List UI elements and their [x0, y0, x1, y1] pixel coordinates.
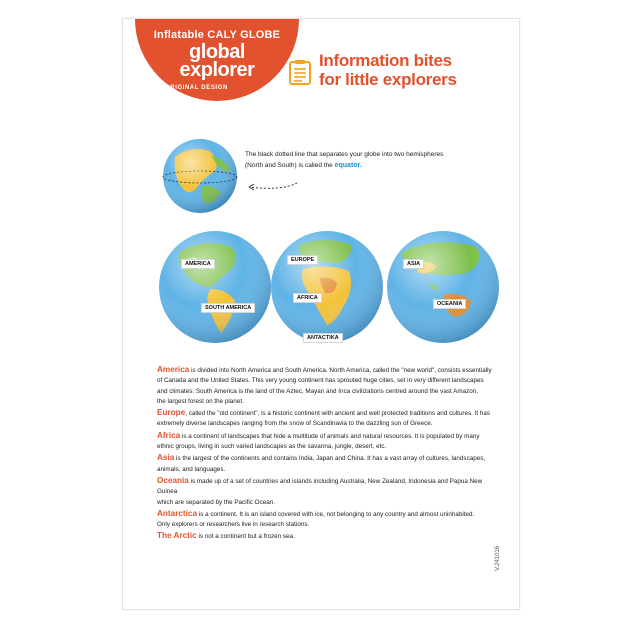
globe-europe-africa — [269, 229, 385, 345]
badge-subtitle: ORIGINAL DESIGN — [165, 85, 228, 91]
paragraph-africa — [157, 431, 497, 453]
paragraph-text: is a continent of landscapes that hide a multitude of animals and natural resources. It is populated by many — [180, 432, 480, 440]
paragraph-text: animals, and languages. — [157, 465, 226, 473]
paragraph-antarctica — [157, 509, 497, 531]
equator-keyword: equator. — [334, 162, 362, 169]
paragraph-text: the largest forest on the planet. — [157, 397, 244, 405]
version-code: V.241016 — [495, 545, 501, 571]
paragraph-line — [157, 465, 497, 475]
paragraph-keyword: Europe — [157, 408, 186, 418]
label-europe: EUROPE — [287, 255, 318, 265]
paragraph-line — [157, 509, 497, 520]
paragraph-line — [157, 453, 497, 464]
paragraph-keyword: America — [157, 365, 190, 374]
paragraph-text: Only explorers or researchers live in research stations. — [157, 521, 310, 529]
globe-europe-africa-image — [269, 229, 385, 345]
paragraph-text: is not a continent but a frozen sea. — [196, 533, 295, 541]
leaflet-page — [122, 18, 520, 610]
paragraph-line — [157, 419, 497, 429]
equator-line-2 — [245, 160, 443, 171]
paragraph-line — [157, 397, 497, 407]
paragraph-line — [157, 387, 497, 397]
globe-americas-image — [157, 229, 273, 345]
paragraph-text: is the largest of the continents and contains India, Japan and China. It has a vast array of cultures, landscapes, — [174, 455, 486, 463]
paragraph-asia — [157, 453, 497, 475]
label-asia: ASIA — [403, 259, 424, 269]
globe-americas — [157, 229, 273, 345]
notepad-icon — [289, 59, 311, 85]
paragraph-text: is divided into North America and South America. North America, called the "new world", consists essentially — [189, 367, 492, 374]
label-antartica: ANTACTIKA — [303, 333, 343, 343]
paragraph-keyword: The Arctic — [157, 531, 197, 541]
label-africa: AFRICA — [293, 293, 322, 303]
label-south-america: SOUTH AMERICA — [201, 303, 255, 313]
paragraph-line — [157, 442, 497, 452]
paragraph-text: , called the "old continent", is a historic continent with ancient and well protected traditions and cultures. It has — [185, 410, 491, 418]
paragraph-line — [157, 365, 497, 376]
paragraph-text: is a continent. It is an island covered with ice, not belonging to any country and almost uninhabited. — [197, 510, 475, 518]
logo-line-2: explorer — [179, 59, 255, 81]
badge-top-label: Inflatable CALY GLOBE — [153, 29, 281, 41]
paragraph-keyword: Africa — [157, 430, 181, 440]
equator-globe-image — [161, 137, 239, 215]
equator-caption — [245, 149, 443, 171]
info-title-line-2: for little explorers — [319, 70, 457, 89]
paragraph-oceania — [157, 476, 497, 508]
paragraph-keyword: Antarctica — [157, 508, 198, 518]
paragraph-line — [157, 531, 497, 542]
paragraph-text: extremely diverse landscapes ranging from the snow of Scandinavia to the dazzling sun of Greece. — [157, 420, 433, 428]
equator-line-2-prefix: (North and South) is called the — [245, 162, 335, 169]
label-oceania: OCEANIA — [433, 299, 466, 309]
continent-descriptions — [157, 365, 497, 544]
paragraph-keyword: Asia — [157, 453, 175, 463]
globe-asia-oceania-image — [385, 229, 501, 345]
paragraph-text: which are separated by the Pacific Ocean. — [157, 498, 275, 506]
info-title-line-1: Information bites — [319, 51, 452, 70]
label-america: AMERICA — [181, 259, 215, 269]
paragraph-the-arctic — [157, 531, 497, 542]
equator-line-1: The black dotted line that separates your globe into two hemispheres — [245, 151, 444, 158]
paragraph-keyword: Oceania — [157, 475, 189, 485]
paragraph-europe — [157, 408, 497, 430]
paragraph-text: of Canada and the United States. This very young continent has sprouted huge cities, set in very different landscapes — [157, 377, 484, 385]
paragraph-text: ethnic groups, living in such varied landscapes as the savanna, jungle, desert, etc. — [157, 443, 387, 451]
paragraph-line — [157, 520, 497, 530]
globe-asia-oceania — [385, 229, 501, 345]
paragraph-america — [157, 365, 497, 407]
paragraph-text: and climates. South America is the land of the Aztec, Mayan and Inca civilizations centred around the vast Amazon, — [157, 387, 478, 395]
paragraph-line — [157, 431, 497, 442]
paragraph-line — [157, 408, 497, 419]
paragraph-line — [157, 376, 497, 386]
paragraph-text: is made up of a set of countries and islands including Australia, New Zealand, Indonesia and Papua New Guinea — [157, 477, 483, 496]
paragraph-line — [157, 476, 497, 498]
logo-line-1: global — [189, 41, 245, 63]
paragraph-line — [157, 498, 497, 508]
info-title — [319, 51, 457, 89]
dotted-arrow-icon — [241, 179, 301, 191]
brand-badge — [135, 19, 299, 101]
